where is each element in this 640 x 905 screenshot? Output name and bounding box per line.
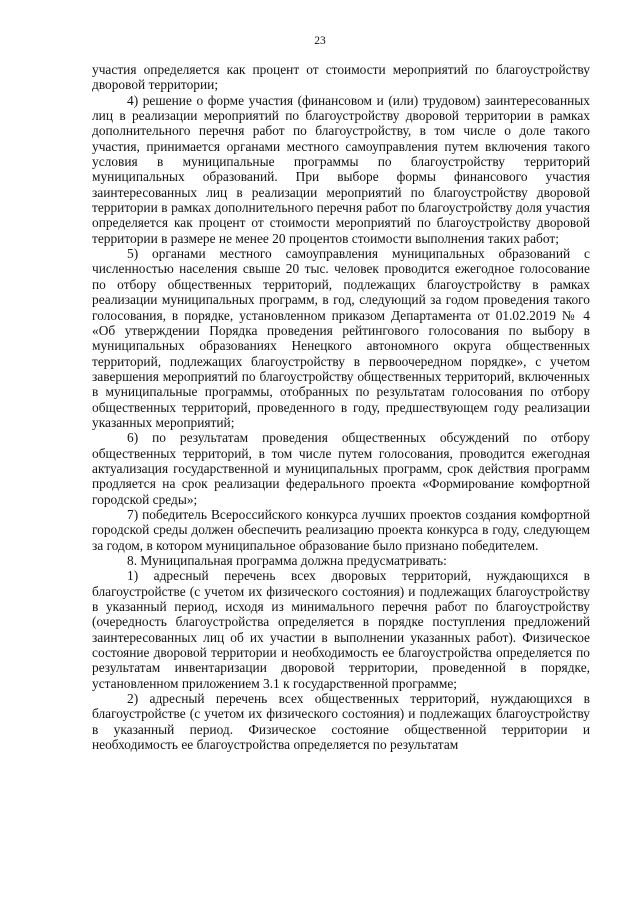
paragraph-subitem-2: 2) адресный перечень всех общественных территорий, нуждающихся в благоустройстве (с учетом их физического состояния) и подлежащих благоустройству в указанный период. Физическое состояние общественной территории и необходимость ее благоустройства определяется по результатам bbox=[92, 691, 590, 753]
paragraph-item-4: 4) решение о форме участия (финансовом и (или) трудовом) заинтересованных лиц в реализации мероприятий по благоустройству дворовой территории в рамках дополнительного перечня работ по благоустройству, в том числе о доле такого участия, принимается органами местного самоуправления путем включения такого условия в муниципальные программы по благоустройству территорий муниципальных образований. При выборе формы финансового участия заинтересованных лиц в реализации мероприятий по благоустройству дворовой территории в рамках дополнительного перечня работ по благоустройству доля участия определяется как процент от стоимости мероприятий по благоустройству дворовой территории в размере не менее 20 процентов стоимости выполнения таких работ; bbox=[92, 92, 590, 246]
paragraph-item-7: 7) победитель Всероссийского конкурса лучших проектов создания комфортной городской среды должен обеспечить реализацию проекта конкурса в году, следующем за годом, в котором муниципальное образование было признано победителем. bbox=[92, 506, 590, 553]
paragraph-item-6: 6) по результатам проведения общественных обсуждений по отбору общественных территорий, в том числе путем голосования, проводится ежегодная актуализация государственной и муниципальных программ, срок действия программ продляется на срок реализации федерального проекта «Формирование комфортной городской среды»; bbox=[92, 430, 590, 507]
page-number: 23 bbox=[314, 35, 326, 47]
paragraph-continuation: участия определяется как процент от стоимости мероприятий по благоустройству дворовой территории; bbox=[92, 62, 590, 93]
document-body bbox=[92, 62, 590, 752]
paragraph-item-5: 5) органами местного самоуправления муниципальных образований с численностью населения свыше 20 тыс. человек проводится ежегодное голосование по отбору общественных территорий, подлежащих благоустройству в рамках реализации муниципальных программ, в год, следующий за годом проведения такого голосования, в порядке, установленном приказом Департамента от 01.02.2019 № 4 «Об утверждении Порядка проведения рейтингового голосования по выбору в муниципальных образованиях Ненецкого автономного округа общественных территорий, подлежащих благоустройству в первоочередном порядке», с учетом завершения мероприятий по благоустройству общественных территорий, включенных в муниципальные программы, отобранных по результатам голосования по отбору общественных территорий, проведенного в году, предшествующем году реализации указанных мероприятий; bbox=[92, 246, 590, 430]
section-8-heading: 8. Муниципальная программа должна предусматривать: bbox=[127, 553, 447, 568]
paragraph-subitem-1: 1) адресный перечень всех дворовых территорий, нуждающихся в благоустройстве (с учетом их физического состояния) и подлежащих благоустройству в указанный период, исходя из минимального перечня работ по благоустройству (очередность благоустройства определяется в порядке поступления предложений заинтересованных лиц об их участии в выполнении указанных работ). Физическое состояние дворовой территории и необходимость ее благоустройства определяется по результатам инвентаризации дворовой территории, проведенной в порядке, установленном приложением 3.1 к государственной программе; bbox=[92, 568, 590, 691]
